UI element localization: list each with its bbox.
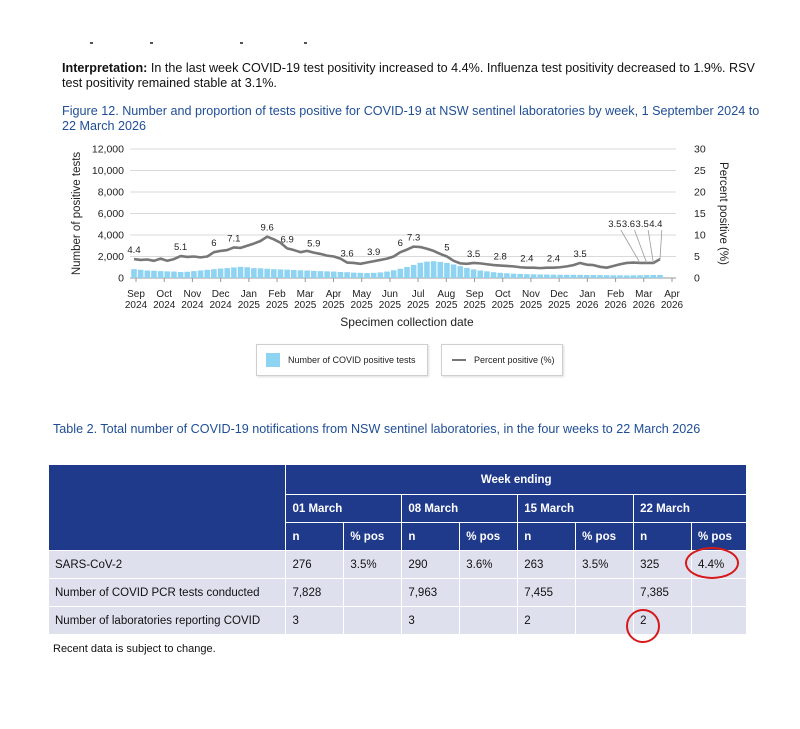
table-cell: 7,455 [518,579,576,607]
x-tick-year: 2026 [604,300,627,311]
pos-subheader: % pos [576,523,634,551]
pos-subheader: % pos [460,523,518,551]
y-tick-label: 2,000 [97,251,124,263]
table-cell: 276 [286,551,344,579]
point-data-label: 5.9 [307,238,321,250]
x-tick-month: Feb [606,289,625,300]
week-header: 15 March [518,495,634,523]
table-cell: 2 [634,607,692,635]
n-subheader: n [634,523,692,551]
x-tick-year: 2025 [294,300,317,311]
covid-positive-bar [557,275,563,278]
table-caption: Table 2. Total number of COVID-19 notifications from NSW sentinel laboratories, in the four weeks to 22 March 2026 [53,422,701,436]
table-row [49,551,747,579]
covid-positive-bar [338,272,344,278]
covid-positive-bar [251,268,257,278]
y2-tick-label: 5 [694,251,700,263]
covid-positive-bar [497,273,503,278]
y2-axis-title: Percent positive (%) [717,162,729,265]
x-tick-year: 2025 [237,300,260,311]
covid-positive-bar [145,270,151,278]
covid-positive-bar [591,275,597,278]
covid-positive-bar [171,272,177,278]
covid-positive-bar [278,269,284,278]
table-cell [344,579,402,607]
legend-line-swatch [452,359,466,361]
covid-positive-bar [577,275,583,278]
y2-tick-label: 25 [694,165,706,177]
table-cell: 3 [402,607,460,635]
covid-positive-bar [517,274,523,278]
point-data-label: 3.5 [608,219,622,230]
covid-positive-bar [444,263,450,278]
covid-positive-bar [231,267,237,278]
covid-positive-bar [451,264,457,278]
table-cell: 325 [634,551,692,579]
table-cell: 3.5% [576,551,634,579]
covid-positive-bar [484,271,490,278]
point-data-label: 5.1 [173,242,188,254]
covid-positive-bar [304,270,310,278]
covid-positive-bar [324,271,330,278]
point-data-label: 7.1 [227,233,241,245]
covid-positive-bar [384,272,390,278]
covid-positive-bar [617,275,623,278]
table-cell: 3 [286,607,344,635]
covid-positive-bar [271,269,277,278]
covid-positive-bar [264,269,270,278]
point-data-label: 5 [444,242,450,254]
table-cell [692,579,747,607]
interpretation-text: In the last week COVID-19 test positivity increased to 4.4%. Influenza test positivity decreased to 1.9%. RSV test positivity remained stable at 3.1%. [62,61,755,90]
x-tick-month: Nov [522,289,540,300]
x-tick-month: Oct [494,289,511,300]
x-tick-month: Apr [664,289,680,300]
covid-positive-bar [351,273,357,278]
x-tick-year: 2025 [491,300,514,311]
covid-positive-bar [464,268,470,278]
x-tick-month: Sep [127,289,145,300]
x-tick-year: 2025 [322,300,345,311]
y-tick-label: 10,000 [91,165,124,177]
y-tick-label: 6,000 [97,208,124,220]
covid-positive-bar [611,275,617,278]
x-tick-year: 2026 [576,300,599,311]
covid-positive-bar [198,270,204,278]
covid-positive-bar [284,270,290,278]
covid-positive-bar [158,271,164,278]
n-subheader: n [402,523,460,551]
x-tick-year: 2025 [435,300,458,311]
covid-positive-bar [184,272,190,278]
table-cell [576,579,634,607]
x-tick-month: Mar [635,289,653,300]
covid-positive-bar [191,271,197,278]
x-tick-month: May [352,289,372,300]
callout-leader-line [660,230,662,259]
x-tick-month: Dec [211,289,230,300]
covid-positive-bar [291,270,297,278]
table-cell: 290 [402,551,460,579]
covid-positive-bar [404,267,410,278]
covid-positive-bar [564,275,570,278]
y-tick-label: 12,000 [91,143,124,156]
pos-subheader: % pos [692,523,747,551]
table-cell: 7,828 [286,579,344,607]
y2-tick-label: 30 [694,143,706,156]
covid-positivity-chart [60,138,750,338]
covid-positive-bar [131,269,137,278]
x-tick-month: Jan [240,289,257,300]
x-tick-year: 2025 [519,300,543,311]
y2-tick-label: 15 [694,208,706,220]
covid-positive-bar [644,275,650,278]
covid-positive-bar [391,270,397,278]
covid-positive-bar [511,274,517,278]
covid-positive-bar [637,275,643,278]
point-data-label: 3.6 [340,248,354,260]
point-data-label: 2.4 [546,253,561,265]
covid-positive-bar [584,275,590,278]
covid-positive-bar [531,274,537,278]
x-tick-year: 2026 [660,300,684,311]
covid-positive-bar [358,273,364,278]
row-label: Number of COVID PCR tests conducted [49,579,286,607]
legend-line-label: Percent positive (%) [474,355,555,365]
covid-positive-bar [164,271,170,278]
covid-positive-bar [204,270,210,278]
pos-subheader: % pos [344,523,402,551]
covid-positive-bar [431,261,437,278]
y-tick-label: 4,000 [97,229,124,242]
highlight-circle-2-labs [626,609,660,643]
covid-positive-bar [424,262,430,278]
covid-positive-bar [537,274,543,278]
table-cell [576,607,634,635]
covid-positive-bar [418,263,424,278]
table-cell: 7,385 [634,579,692,607]
covid-positive-bar [311,271,317,278]
point-data-label: 6 [211,238,217,250]
covid-positive-bar [218,269,224,278]
covid-positive-bar [457,266,463,278]
point-data-label: 2.8 [493,251,507,263]
table-cell [344,607,402,635]
covid-positive-bar [477,270,483,278]
n-subheader: n [518,523,576,551]
cut-off-text-fragment [86,42,316,46]
covid-positive-bar [471,269,477,278]
covid-positive-bar [151,271,157,278]
week-header: 01 March [286,495,402,523]
covid-positive-bar [258,268,264,278]
point-data-label: 4.4 [127,245,141,257]
covid-positive-bar [331,272,337,278]
n-subheader: n [286,523,344,551]
covid-positive-bar [551,275,557,278]
covid-positive-bar [544,275,550,278]
table-cell: 7,963 [402,579,460,607]
covid-positive-bar [524,274,530,278]
y2-tick-label: 0 [694,272,700,285]
table-cell: 4.4% [692,551,747,579]
interpretation-label: Interpretation: [62,61,148,75]
point-data-label: 3.6 [621,219,636,230]
week-header: 22 March [634,495,747,523]
covid-positive-bar [411,265,417,278]
covid-positive-bar [624,275,630,278]
covid-positive-bar [371,273,377,278]
x-tick-year: 2025 [350,300,373,311]
point-data-label: 9.6 [260,222,274,234]
y-tick-label: 8,000 [97,186,124,199]
legend-bar-swatch [266,353,280,367]
week-ending-header: Week ending [286,465,747,495]
table-cell: 2 [518,607,576,635]
x-tick-month: Jan [579,289,596,300]
y2-tick-label: 10 [694,229,706,242]
covid-positive-bar [138,270,144,278]
covid-positive-bar [244,267,250,278]
point-data-label: 6 [397,238,403,250]
covid-positive-bar [597,275,603,278]
x-tick-year: 2025 [463,300,486,311]
table-cell: 263 [518,551,576,579]
table-cell: 3.5% [344,551,402,579]
point-data-label: 7.3 [407,232,421,244]
point-data-label: 3.5 [573,248,587,260]
covid-positive-bar [224,268,230,278]
legend-line-item [441,344,563,376]
x-tick-month: Jul [411,289,425,300]
x-tick-year: 2024 [153,300,176,311]
x-tick-month: Sep [465,289,484,300]
x-tick-month: Apr [325,289,342,300]
x-tick-month: Feb [268,289,286,300]
legend-bar-item [256,344,428,376]
table-cell [692,607,747,635]
x-tick-year: 2025 [378,300,402,311]
x-tick-year: 2025 [265,300,289,311]
covid-positive-bar [571,275,577,278]
week-header: 08 March [402,495,518,523]
point-data-label: 2.4 [520,253,534,265]
x-tick-month: Nov [183,289,202,300]
covid-positive-bar [318,271,324,278]
recent-data-note: Recent data is subject to change. [53,643,216,655]
x-tick-month: Jun [381,289,398,300]
covid-positive-bar [631,275,637,278]
point-data-label: 3.9 [367,247,381,259]
legend-bar-label: Number of COVID positive tests [288,355,416,365]
covid-positive-bar [504,273,510,278]
figure-caption: Figure 12. Number and proportion of tests positive for COVID-19 at NSW sentinel laboratories by week, 1 September 2024 to 22 March 2026 [62,104,760,133]
table-cell [460,579,518,607]
point-data-label: 3.5 [466,248,481,260]
x-tick-month: Aug [437,289,456,300]
point-data-label: 4.4 [649,219,663,230]
covid-positive-bar [211,269,217,278]
table-corner-cell [49,465,286,551]
x-tick-month: Mar [296,289,314,300]
covid-positive-bar [398,269,404,278]
covid-positive-bar [437,262,443,278]
x-tick-year: 2024 [181,300,204,311]
interpretation-paragraph [62,61,762,91]
point-data-label: 3.5 [635,219,649,230]
x-tick-year: 2025 [406,300,430,311]
x-tick-year: 2026 [632,300,655,311]
x-tick-year: 2024 [124,300,148,311]
row-label: Number of laboratories reporting COVID [49,607,286,635]
row-label: SARS-CoV-2 [49,551,286,579]
x-tick-year: 2025 [548,300,571,311]
covid-positive-bar [604,275,610,278]
covid-positive-bar [378,272,384,278]
covid-positive-bar [178,272,184,278]
highlight-circle-4-4 [685,547,739,579]
table-cell: 3.6% [460,551,518,579]
covid-positive-bar [491,272,497,278]
table-row [49,579,747,607]
covid-positive-bar [364,273,370,278]
y2-tick-label: 20 [694,186,706,199]
x-tick-month: Oct [156,289,172,300]
covid-positive-bar [651,275,657,278]
covid-positive-bar [298,270,304,278]
covid-positive-bar [657,275,663,278]
y-tick-label: 0 [118,272,124,285]
x-axis-title: Specimen collection date [340,315,474,329]
y-axis-title: Number of positive tests [71,151,83,276]
table-cell [460,607,518,635]
covid-positive-bar [238,267,244,278]
x-tick-month: Dec [550,289,569,300]
point-data-label: 6.9 [280,234,294,246]
covid-positive-bar [344,272,350,278]
x-tick-year: 2024 [209,300,232,311]
